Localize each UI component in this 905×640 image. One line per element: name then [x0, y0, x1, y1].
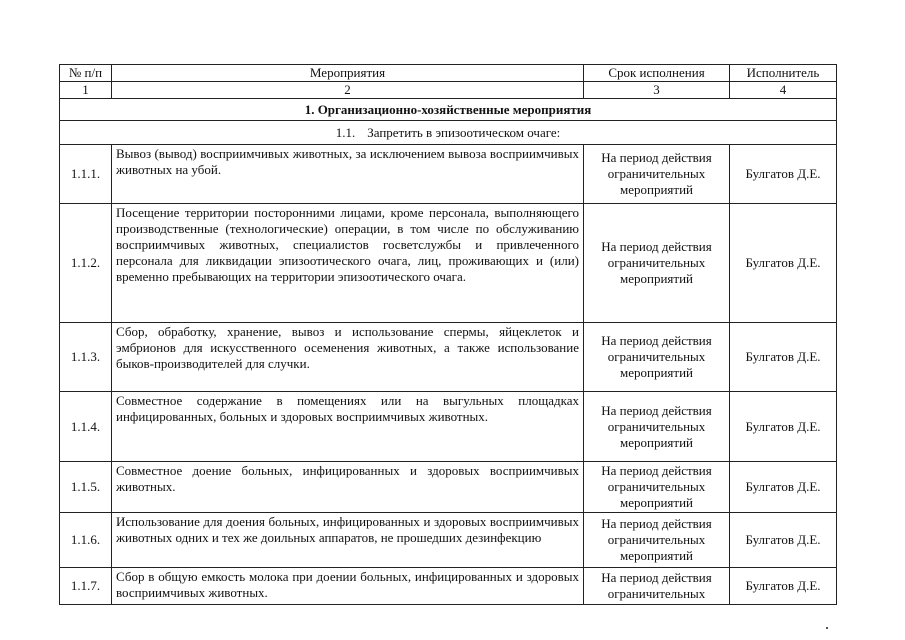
row-number: 1.1.2. [60, 204, 112, 323]
header-term: Срок исполнения [584, 65, 730, 82]
row-activity: Сбор в общую емкость молока при доении больных, инфицированных и здоровых восприимчивых животных. [112, 568, 584, 605]
row-executor: Булгатов Д.Е. [730, 204, 837, 323]
row-term: На период действия ограничительных мероприятий [584, 204, 730, 323]
row-number: 1.1.1. [60, 145, 112, 204]
row-activity: Посещение территории посторонними лицами, кроме персонала, выполняющего производственные (технологические) операции, в том числе по обслуживанию восприимчивых животных, специалистов госветслужбы и привлеченного персонала для ликвидации эпизоотического очага, лиц, проживающих и (или) временно пребывающих на территории эпизоотического очага. [112, 204, 584, 323]
subsection-cell [60, 121, 837, 145]
row-term: На период действия ограничительных мероприятий [584, 145, 730, 204]
scan-speck [826, 627, 828, 629]
section-title: 1. Организационно-хозяйственные мероприятия [60, 99, 837, 121]
row-activity: Сбор, обработку, хранение, вывоз и использование спермы, яйцеклеток и эмбрионов для искусственного осеменения животных, а также использование быков-производителей для случки. [112, 323, 584, 392]
row-executor: Булгатов Д.Е. [730, 323, 837, 392]
row-term: На период действия ограничительных мероприятий [584, 392, 730, 462]
header-executor: Исполнитель [730, 65, 837, 82]
row-executor: Булгатов Д.Е. [730, 145, 837, 204]
table-row [60, 323, 837, 392]
row-activity: Совместное доение больных, инфицированных и здоровых восприимчивых животных. [112, 462, 584, 513]
table-row [60, 392, 837, 462]
header-num: № п/п [60, 65, 112, 82]
row-executor: Булгатов Д.Е. [730, 462, 837, 513]
row-executor: Булгатов Д.Е. [730, 568, 837, 605]
column-numbers-row [60, 82, 837, 99]
column-number: 3 [584, 82, 730, 99]
measures-table [59, 64, 837, 605]
table-row [60, 462, 837, 513]
row-number: 1.1.6. [60, 513, 112, 568]
row-activity: Использование для доения больных, инфицированных и здоровых восприимчивых животных одних и тех же доильных аппаратов, не прошедших дезинфекцию [112, 513, 584, 568]
row-number: 1.1.4. [60, 392, 112, 462]
header-activity: Мероприятия [112, 65, 584, 82]
column-number: 2 [112, 82, 584, 99]
row-executor: Булгатов Д.Е. [730, 513, 837, 568]
row-activity: Вывоз (вывод) восприимчивых животных, за исключением вывоза восприимчивых животных на убой. [112, 145, 584, 204]
subsection-text: Запретить в эпизоотическом очаге: [367, 124, 561, 140]
table-row [60, 145, 837, 204]
row-term: На период действия ограничительных [584, 568, 730, 605]
section-row [60, 99, 837, 121]
row-number: 1.1.7. [60, 568, 112, 605]
table-row [60, 204, 837, 323]
subsection-number: 1.1. [335, 124, 356, 140]
row-term: На период действия ограничительных мероприятий [584, 462, 730, 513]
row-term: На период действия ограничительных мероприятий [584, 323, 730, 392]
row-number: 1.1.3. [60, 323, 112, 392]
subsection-row [60, 121, 837, 145]
table-row [60, 568, 837, 605]
table-header-row [60, 65, 837, 82]
row-term: На период действия ограничительных мероприятий [584, 513, 730, 568]
column-number: 4 [730, 82, 837, 99]
row-number: 1.1.5. [60, 462, 112, 513]
row-activity: Совместное содержание в помещениях или на выгульных площадках инфицированных, больных и здоровых восприимчивых животных. [112, 392, 584, 462]
column-number: 1 [60, 82, 112, 99]
row-executor: Булгатов Д.Е. [730, 392, 837, 462]
table-row [60, 513, 837, 568]
